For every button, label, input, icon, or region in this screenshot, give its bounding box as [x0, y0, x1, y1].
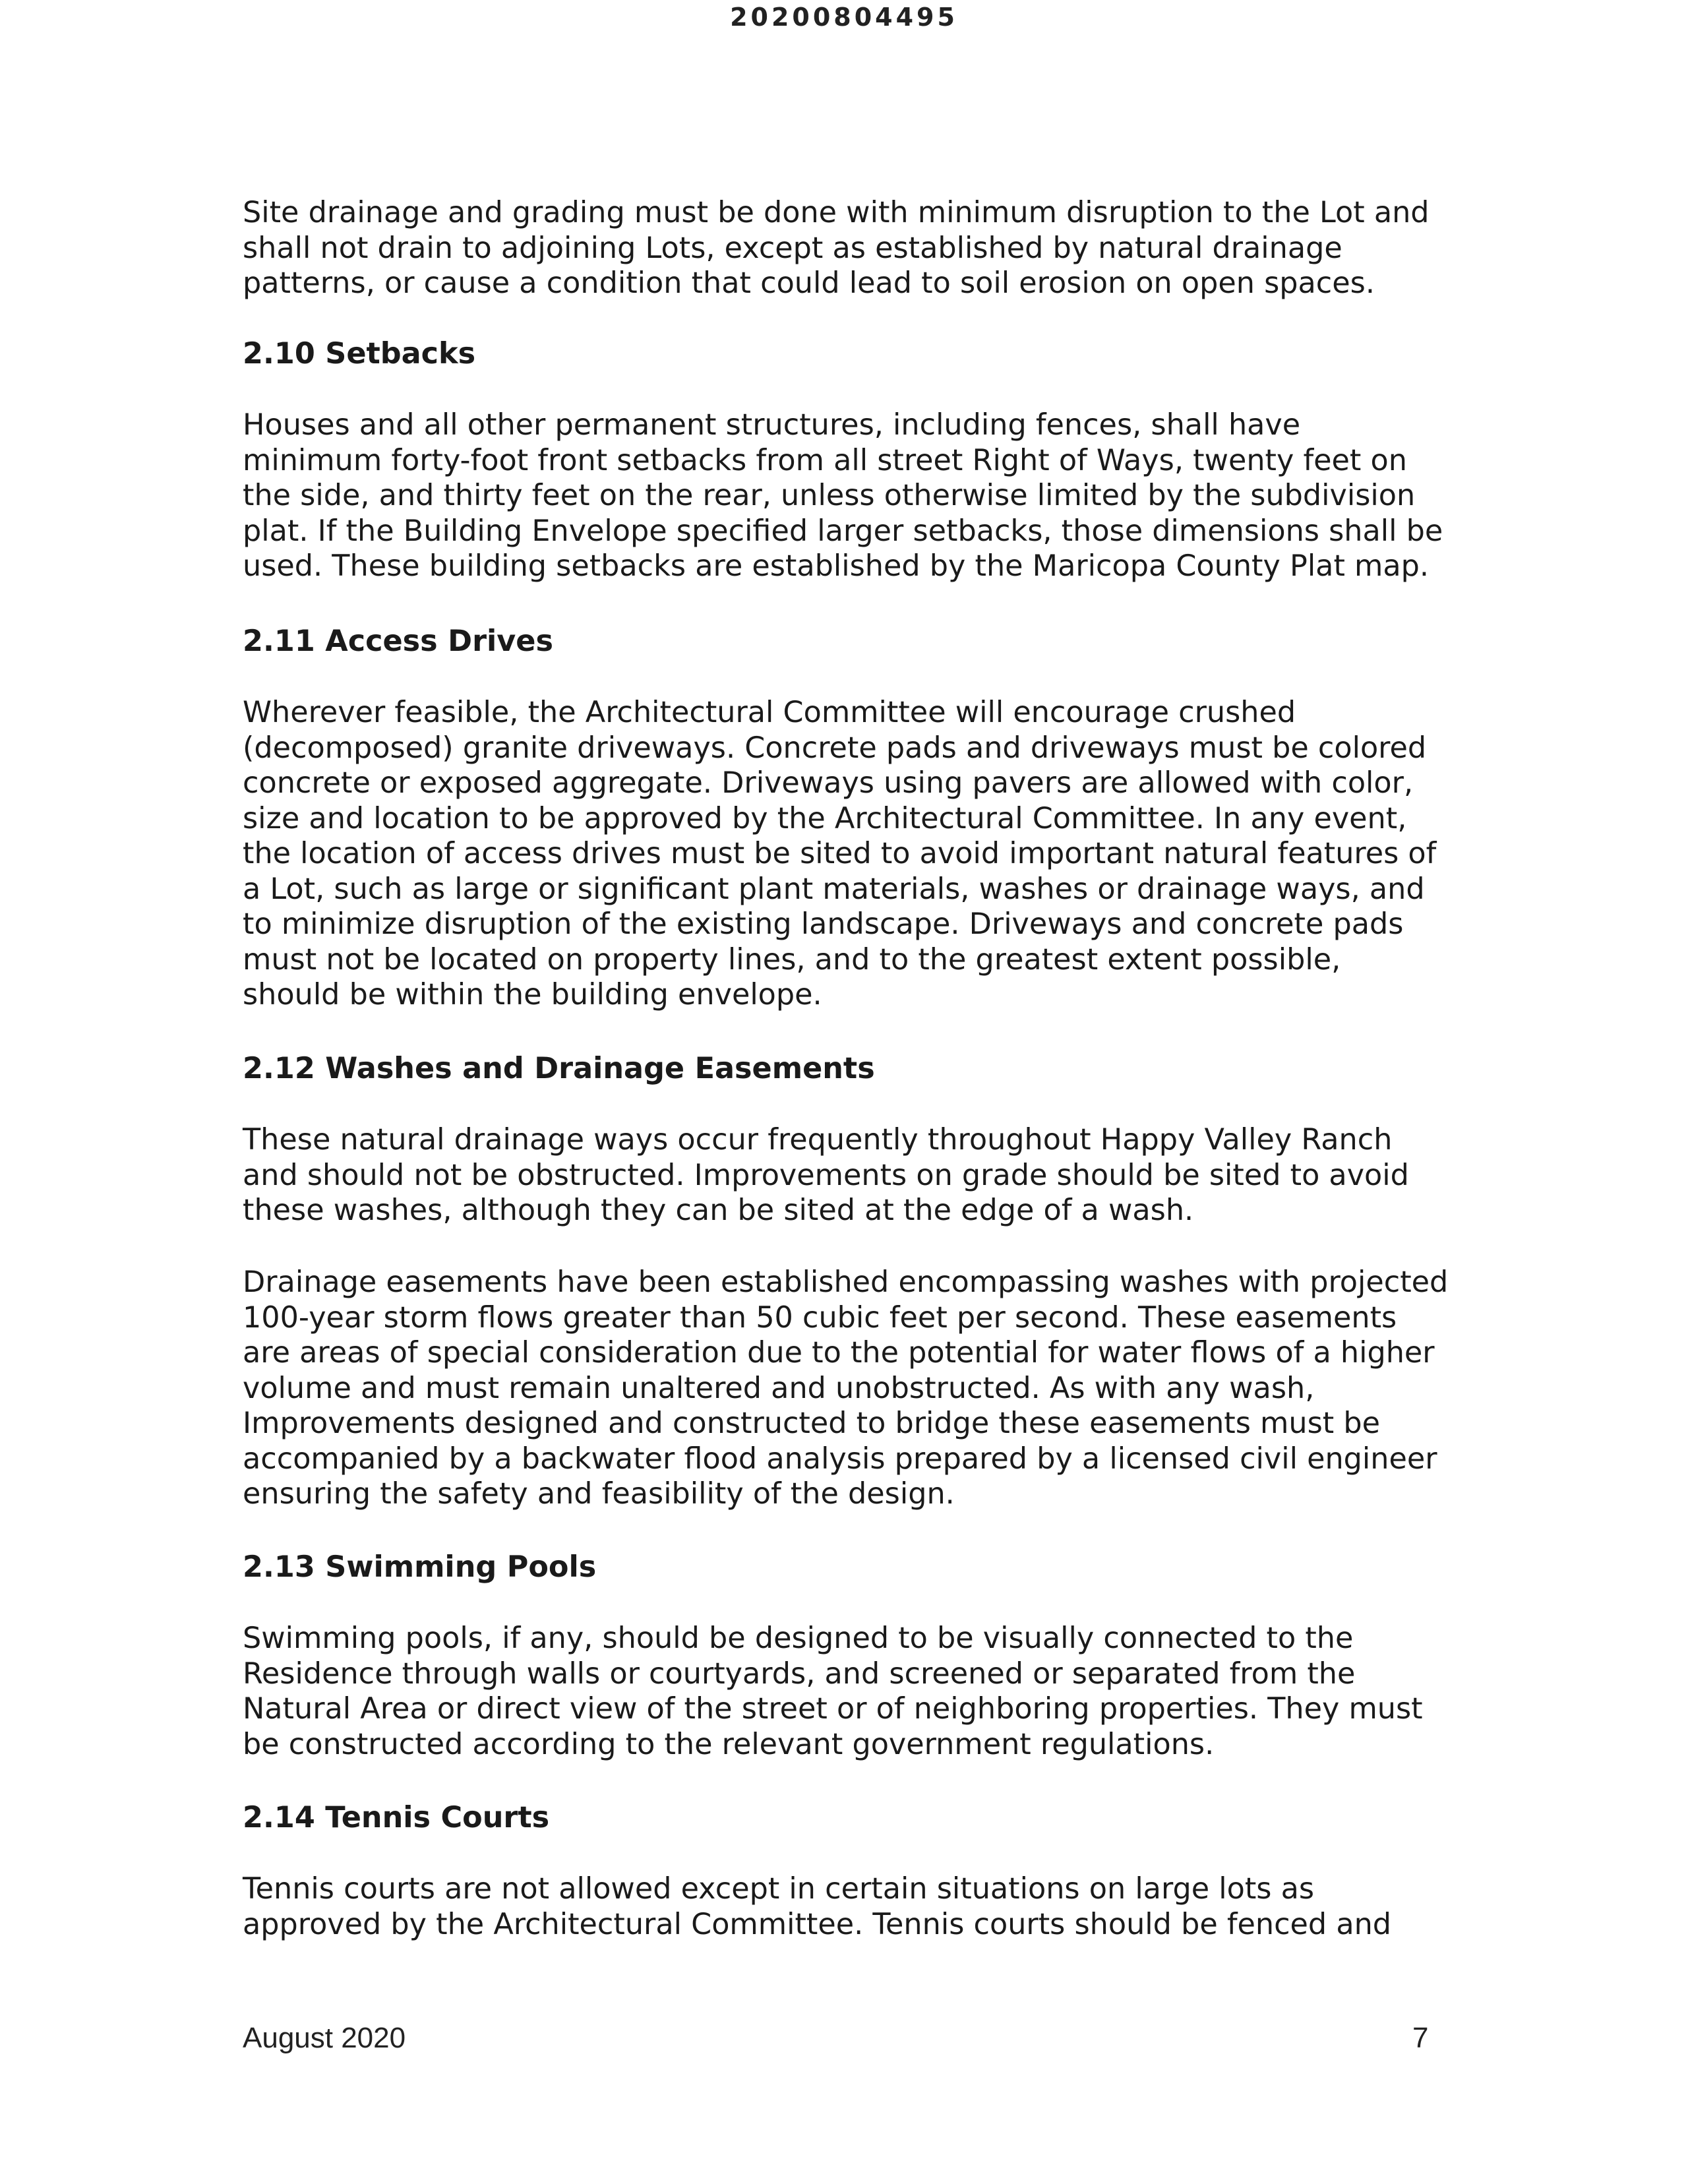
text-line: Swimming pools, if any, should be designed to be visually connected to the [243, 1622, 1354, 1655]
text-line: plat. If the Building Envelope specified larger setbacks, those dimensions shall be [243, 514, 1443, 548]
text-line: should be within the building envelope. [243, 978, 822, 1012]
text-line: concrete or exposed aggregate. Driveways using pavers are allowed with color, [243, 766, 1414, 800]
paragraph-drainage-easements [243, 1265, 1448, 1512]
text-line: are areas of special consideration due to the potential for water flows of a higher [243, 1336, 1435, 1370]
recording-number: 20200804495 [730, 3, 958, 32]
text-line: these washes, although they can be sited at the edge of a wash. [243, 1194, 1194, 1227]
text-line: and should not be obstructed. Improvements on grade should be sited to avoid [243, 1158, 1409, 1192]
text-line: ensuring the safety and feasibility of the design. [243, 1477, 955, 1511]
text-line: the side, and thirty feet on the rear, unless otherwise limited by the subdivision [243, 479, 1416, 512]
text-line: volume and must remain unaltered and unobstructed. As with any wash, [243, 1371, 1315, 1405]
text-line: patterns, or cause a condition that could lead to soil erosion on open spaces. [243, 266, 1375, 300]
text-line: to minimize disruption of the existing landscape. Driveways and concrete pads [243, 907, 1404, 941]
paragraph-tennis-courts [243, 1871, 1391, 1942]
paragraph-access-drives [243, 695, 1436, 1013]
text-line: used. These building setbacks are established by the Maricopa County Plat map. [243, 549, 1430, 583]
section-heading-swimming-pools: 2.13 Swimming Pools [243, 1550, 597, 1584]
text-line: accompanied by a backwater flood analysis prepared by a licensed civil engineer [243, 1441, 1437, 1476]
section-heading-access-drives: 2.11 Access Drives [243, 624, 553, 658]
text-line: 100-year storm flows greater than 50 cubic feet per second. These easements [243, 1300, 1397, 1335]
text-line: Drainage easements have been established encompassing washes with projected [243, 1265, 1449, 1299]
section-heading-setbacks: 2.10 Setbacks [243, 337, 476, 371]
text-line: Improvements designed and constructed to bridge these easements must be [243, 1407, 1381, 1440]
text-line: size and location to be approved by the Architectural Committee. In any event, [243, 801, 1407, 835]
text-line: the location of access drives must be sited to avoid important natural features of [243, 837, 1437, 870]
text-line: minimum forty-foot front setbacks from all street Right of Ways, twenty feet on [243, 443, 1407, 477]
section-heading-tennis-courts: 2.14 Tennis Courts [243, 1801, 550, 1835]
text-line: Houses and all other permanent structures, including fences, shall have [243, 408, 1301, 442]
section-heading-washes: 2.12 Washes and Drainage Easements [243, 1052, 875, 1085]
paragraph-washes [243, 1122, 1409, 1228]
paragraph-setbacks [243, 408, 1443, 584]
text-line: be constructed according to the relevant government regulations. [243, 1727, 1215, 1761]
text-line: Natural Area or direct view of the street or of neighboring properties. They must [243, 1692, 1423, 1726]
text-line: Wherever feasible, the Architectural Committee will encourage crushed [243, 696, 1296, 729]
text-line: shall not drain to adjoining Lots, except as established by natural drainage [243, 231, 1342, 265]
text-line: (decomposed) granite driveways. Concrete pads and driveways must be colored [243, 731, 1427, 765]
paragraph-site-drainage [243, 195, 1430, 301]
text-line: These natural drainage ways occur frequently throughout Happy Valley Ranch [243, 1123, 1393, 1157]
text-line: a Lot, such as large or significant plant materials, washes or drainage ways, and [243, 872, 1425, 906]
text-line: Tennis courts are not allowed except in certain situations on large lots as [243, 1872, 1315, 1906]
footer-date: August 2020 [243, 2022, 406, 2054]
paragraph-swimming-pools [243, 1621, 1423, 1762]
text-line: approved by the Architectural Committee. Tennis courts should be fenced and [243, 1907, 1392, 1941]
text-line: Residence through walls or courtyards, and screened or separated from the [243, 1656, 1356, 1691]
text-line: must not be located on property lines, and to the greatest extent possible, [243, 942, 1341, 977]
footer-page-number: 7 [1412, 2022, 1429, 2054]
text-line: Site drainage and grading must be done with minimum disruption to the Lot and [243, 196, 1430, 229]
